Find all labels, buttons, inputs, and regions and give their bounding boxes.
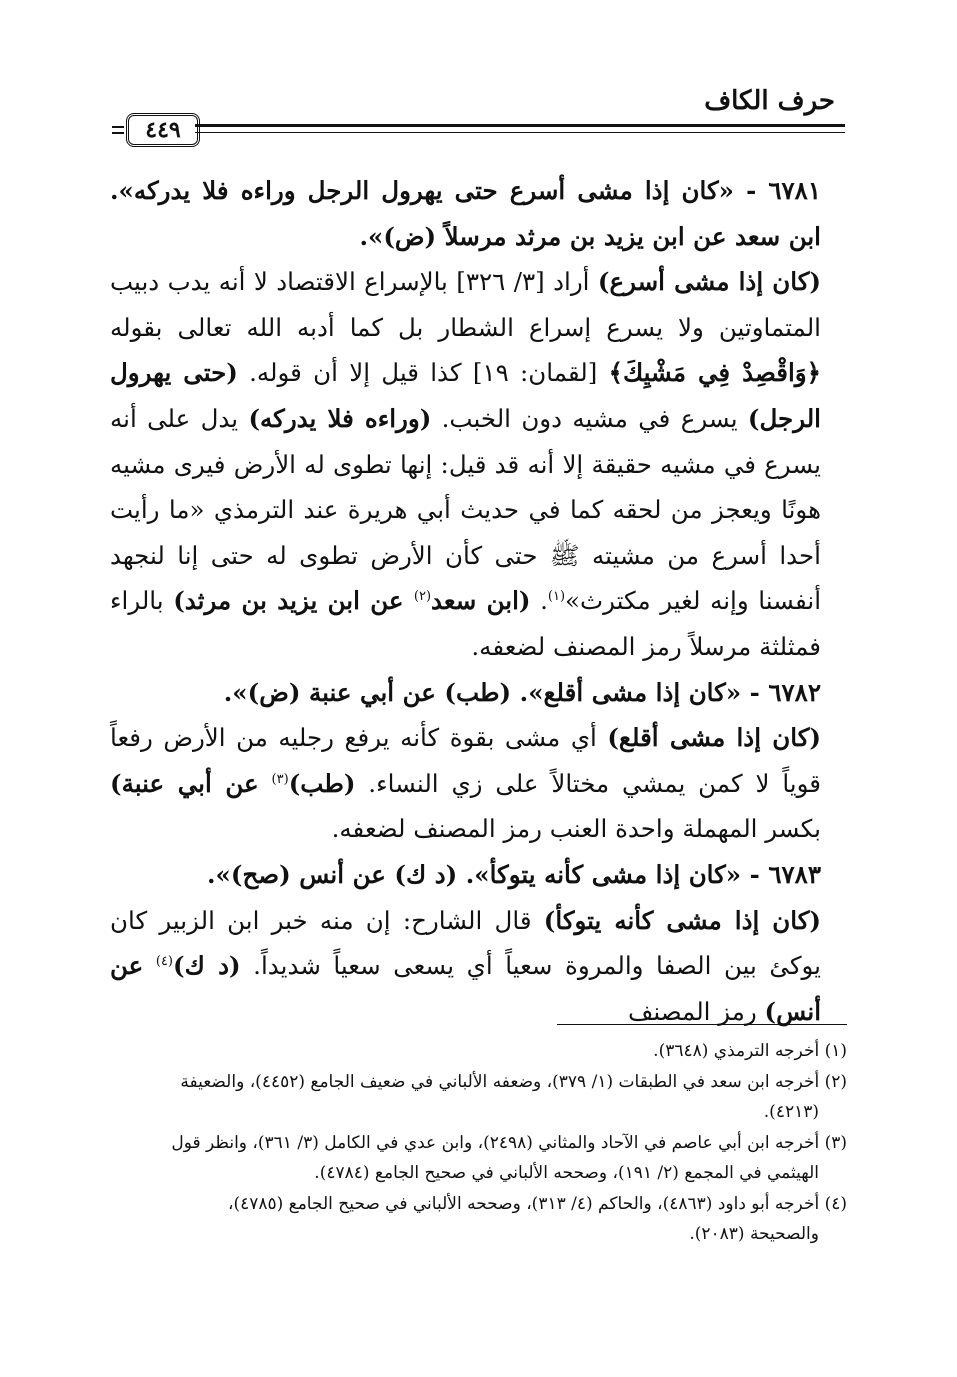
commentary-6781 — [110, 259, 847, 669]
footnote-ref-1[interactable]: (١) — [547, 589, 566, 605]
footnote-2-continued: (٤٢١٣). — [763, 1102, 819, 1122]
running-header-title: حرف الكاف — [704, 86, 835, 116]
commentary-6782 — [110, 715, 847, 852]
bold-phrase: عن أنس) — [110, 951, 821, 1026]
bold-phrase: (وراءه فلا يدركه) — [248, 403, 432, 433]
text-run: [لقمان: ١٩] كذا قيل إلا أن قوله. — [237, 358, 609, 388]
bold-phrase: عن ابن يزيد بن مرثد) — [173, 586, 414, 616]
bold-phrase: (د ك) — [173, 951, 241, 981]
quran-quote: ﴿وَاقْصِدْ فِي مَشْيِكَ﴾ — [608, 358, 821, 388]
main-text — [110, 168, 847, 1034]
footnote-4-continued: والصحيحة (٢٠٨٣). — [689, 1224, 819, 1244]
bold-phrase: عن أبي عنبة) — [110, 768, 259, 798]
text-run: يدل على أنه يسرع في مشيه حقيقة إلا أنه قد قيل: إنها تطوى له الأرض فيرى مشيه هونًا ويعجز من لحقه كما في حديث أبي هريرة عند الترمذي «ما رأيت أحدا أسرع من مشيته ﷺ حتى كأن الأرض تطوى له حتى إنا لنجهد أنفسنا وإنه لغير مكترث» — [110, 403, 821, 616]
footnote-4: (٤) أخرجه أبو داود (٤٨٦٣)، والحاكم (٤/ ٣١٣)، وصححه الألباني في صحيح الجامع (٤٧٨٥)، — [227, 1193, 847, 1214]
header-rule-thick — [195, 124, 845, 127]
header-rule-thin — [195, 132, 845, 133]
page-number: ٤٤٩ — [126, 113, 200, 147]
footnote-2: (٢) أخرجه ابن سعد في الطبقات (١/ ٣٧٩)، وضعفه الألباني في ضعيف الجامع (٤٤٥٢)، والضعيفة — [180, 1071, 847, 1092]
bold-phrase: (كان إذا مشى أسرع) — [597, 267, 821, 297]
hadith-6783: ٦٧٨٣ - «كان إذا مشى كأنه يتوكأ». (د ك) عن أنس (صح)». — [207, 859, 821, 889]
bold-phrase: (طب) — [288, 768, 356, 798]
text-run: بالراء فمثلثة مرسلاً رمز المصنف لضعفه. — [110, 586, 821, 661]
bold-phrase: (ابن سعد — [431, 586, 531, 616]
text-run: قال الشارح: إن منه خبر ابن الزبير كان يوكئ بين الصفا والمروة سعياً أي يسعى سعياً شديداً. — [110, 905, 821, 981]
footnote-1: (١) أخرجه الترمذي (٣٦٤٨). — [653, 1041, 847, 1061]
footnote-3-continued: الهيثمي في المجمع (٢/ ١٩١)، وصححه الألباني في صحيح الجامع (٤٧٨٤). — [314, 1163, 819, 1183]
footnote-3: (٣) أخرجه ابن أبي عاصم في الآحاد والمثاني (٢٤٩٨)، وابن عدي في الكامل (٣/ ٣٦١)، وانظر قول — [171, 1132, 847, 1153]
bold-phrase: (كان إذا مشى أقلع) — [607, 723, 821, 753]
page-number-ornament — [112, 126, 124, 134]
footnote-ref-4[interactable]: (٤) — [155, 953, 173, 969]
text-run: . — [530, 586, 548, 616]
text-run: أي مشى بقوة كأنه يرفع رجليه من الأرض رفعاً قوياً لا كمن يمشي مختالاً على زي النساء. — [110, 723, 821, 798]
text-run: بكسر المهملة واحدة العنب رمز المصنف لضعفه. — [331, 814, 821, 844]
hadith-6781: ٦٧٨١ - «كان إذا مشى أسرع حتى يهرول الرجل وراءه فلا يدركه». ابن سعد عن ابن يزيد بن مرثد مرسلاً (ض)». — [110, 176, 821, 251]
commentary-6783 — [110, 898, 847, 1035]
text-run — [143, 951, 156, 980]
bold-phrase: (كان إذا مشى كأنه يتوكأ) — [543, 905, 821, 935]
text-run: أراد [٣/ ٣٢٦] بالإسراع الاقتصاد لا أنه يدب دبيب المتماوتين ولا يسرع إسراع الشطار بل كما أدبه الله تعالى بقوله — [110, 267, 821, 342]
hadith-6782: ٦٧٨٢ - «كان إذا مشى أقلع». (طب) عن أبي عنبة (ض)». — [223, 677, 821, 707]
footnote-ref-2[interactable]: (٢) — [413, 589, 432, 605]
page-number-frame — [112, 112, 200, 148]
text-run — [259, 769, 272, 798]
text-run: يسرع في مشيه دون الخبب. — [431, 403, 748, 433]
bold-phrase: (حتى يهرول الرجل) — [110, 358, 821, 433]
footnote-ref-3[interactable]: (٣) — [271, 771, 289, 787]
text-run: رمز المصنف — [628, 996, 765, 1026]
footnote-separator — [557, 1024, 847, 1025]
footnotes — [110, 1036, 847, 1250]
